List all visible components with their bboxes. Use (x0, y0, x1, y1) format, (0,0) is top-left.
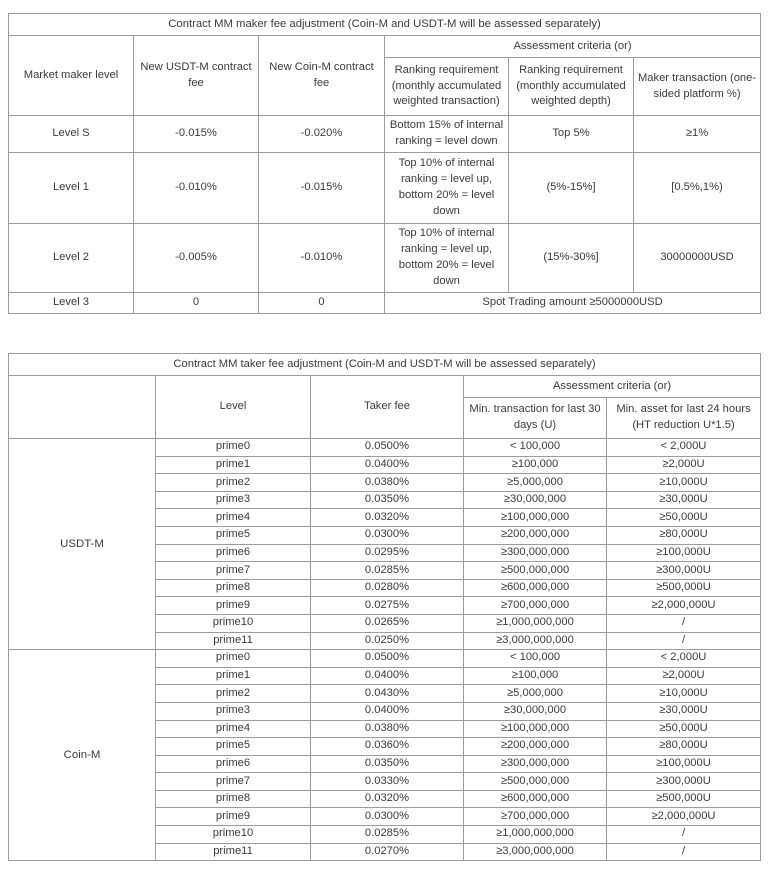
taker-fee: 0.0350% (311, 755, 464, 773)
taker-col-section (9, 376, 156, 439)
maker-ranking-depth: (5%-15%] (509, 152, 634, 223)
taker-fee: 0.0380% (311, 720, 464, 738)
taker-level: prime8 (156, 790, 311, 808)
taker-min-transaction: ≥200,000,000 (464, 738, 607, 756)
taker-fee: 0.0320% (311, 790, 464, 808)
taker-level: prime4 (156, 720, 311, 738)
taker-col-taker-fee: Taker fee (311, 376, 464, 439)
taker-min-asset: ≥2,000U (607, 456, 761, 474)
maker-col-maker-transaction: Maker transaction (one-sided platform %) (634, 58, 761, 116)
maker-usdt-fee: -0.005% (134, 223, 259, 292)
maker-ranking-transaction: Bottom 15% of internal ranking = level down (385, 116, 509, 153)
taker-title-row (9, 354, 761, 376)
taker-min-transaction: ≥700,000,000 (464, 597, 607, 615)
taker-min-asset: ≥300,000U (607, 773, 761, 791)
taker-level: prime5 (156, 526, 311, 544)
taker-level: prime11 (156, 843, 311, 861)
taker-group-header-row (9, 376, 761, 398)
maker-col-usdt-fee: New USDT-M contract fee (134, 36, 259, 116)
taker-col-min-asset: Min. asset for last 24 hours (HT reduction U*1.5) (607, 398, 761, 439)
taker-fee: 0.0270% (311, 843, 464, 861)
taker-min-transaction: ≥300,000,000 (464, 755, 607, 773)
maker-table-title: Contract MM maker fee adjustment (Coin-M and USDT-M will be assessed separately) (9, 14, 761, 36)
maker-group-header-row (9, 36, 761, 58)
taker-min-asset: ≥80,000U (607, 738, 761, 756)
taker-level: prime0 (156, 650, 311, 668)
taker-min-asset: ≥500,000U (607, 790, 761, 808)
taker-fee: 0.0400% (311, 702, 464, 720)
taker-level: prime2 (156, 474, 311, 492)
taker-fee: 0.0360% (311, 738, 464, 756)
taker-fee: 0.0500% (311, 439, 464, 457)
taker-min-transaction: ≥100,000,000 (464, 720, 607, 738)
table-row (9, 152, 761, 223)
table-row (9, 223, 761, 292)
maker-level: Level 2 (9, 223, 134, 292)
taker-min-transaction: ≥1,000,000,000 (464, 614, 607, 632)
taker-fee: 0.0300% (311, 808, 464, 826)
taker-level: prime7 (156, 773, 311, 791)
taker-level: prime5 (156, 738, 311, 756)
taker-fee: 0.0350% (311, 491, 464, 509)
taker-fee: 0.0400% (311, 456, 464, 474)
taker-fee: 0.0430% (311, 685, 464, 703)
taker-section-label: USDT-M (9, 439, 156, 650)
taker-fee: 0.0265% (311, 614, 464, 632)
maker-col-market-maker-level: Market maker level (9, 36, 134, 116)
maker-level: Level 1 (9, 152, 134, 223)
table-row (9, 439, 761, 457)
taker-min-asset: < 2,000U (607, 439, 761, 457)
taker-min-asset: ≥2,000U (607, 667, 761, 685)
maker-coin-fee: -0.015% (259, 152, 385, 223)
taker-level: prime1 (156, 667, 311, 685)
taker-fee: 0.0380% (311, 474, 464, 492)
taker-fee: 0.0295% (311, 544, 464, 562)
taker-min-transaction: ≥30,000,000 (464, 491, 607, 509)
taker-level: prime4 (156, 509, 311, 527)
taker-fee: 0.0400% (311, 667, 464, 685)
maker-ranking-depth: (15%-30%] (509, 223, 634, 292)
maker-maker-transaction: 30000000USD (634, 223, 761, 292)
taker-min-transaction: ≥500,000,000 (464, 773, 607, 791)
taker-fee: 0.0500% (311, 650, 464, 668)
taker-level: prime7 (156, 562, 311, 580)
taker-assessment-criteria-group: Assessment criteria (or) (464, 376, 761, 398)
taker-min-transaction: < 100,000 (464, 439, 607, 457)
taker-min-asset: / (607, 614, 761, 632)
maker-usdt-fee: -0.015% (134, 116, 259, 153)
maker-ranking-transaction: Top 10% of internal ranking = level up, bottom 20% = level down (385, 152, 509, 223)
taker-section-label: Coin-M (9, 650, 156, 861)
maker-col-coin-fee: New Coin-M contract fee (259, 36, 385, 116)
taker-min-transaction: ≥200,000,000 (464, 526, 607, 544)
taker-col-level: Level (156, 376, 311, 439)
taker-fee: 0.0285% (311, 562, 464, 580)
taker-fee: 0.0280% (311, 579, 464, 597)
maker-coin-fee: -0.020% (259, 116, 385, 153)
taker-min-transaction: ≥700,000,000 (464, 808, 607, 826)
taker-min-transaction: ≥3,000,000,000 (464, 843, 607, 861)
taker-col-min-transaction: Min. transaction for last 30 days (U) (464, 398, 607, 439)
taker-min-transaction: ≥300,000,000 (464, 544, 607, 562)
taker-level: prime3 (156, 491, 311, 509)
taker-level: prime0 (156, 439, 311, 457)
taker-level: prime2 (156, 685, 311, 703)
taker-min-transaction: ≥1,000,000,000 (464, 826, 607, 844)
taker-min-asset: ≥500,000U (607, 579, 761, 597)
taker-min-transaction: ≥100,000,000 (464, 509, 607, 527)
taker-min-asset: ≥2,000,000U (607, 597, 761, 615)
taker-level: prime9 (156, 808, 311, 826)
taker-min-transaction: ≥100,000 (464, 667, 607, 685)
taker-level: prime10 (156, 826, 311, 844)
taker-min-asset: ≥80,000U (607, 526, 761, 544)
maker-fee-table (8, 13, 761, 314)
maker-ranking-transaction: Top 10% of internal ranking = level up, bottom 20% = level down (385, 223, 509, 292)
taker-min-transaction: ≥600,000,000 (464, 579, 607, 597)
table-row (9, 116, 761, 153)
maker-maker-transaction: ≥1% (634, 116, 761, 153)
taker-fee: 0.0330% (311, 773, 464, 791)
maker-coin-fee: 0 (259, 292, 385, 313)
maker-ranking-depth: Top 5% (509, 116, 634, 153)
taker-level: prime6 (156, 755, 311, 773)
taker-min-asset: ≥50,000U (607, 720, 761, 738)
table-row (9, 650, 761, 668)
taker-min-asset: < 2,000U (607, 650, 761, 668)
taker-fee: 0.0275% (311, 597, 464, 615)
maker-col-ranking-transaction: Ranking requirement (monthly accumulated weighted transaction) (385, 58, 509, 116)
table-row (9, 292, 761, 313)
taker-fee: 0.0250% (311, 632, 464, 650)
taker-level: prime10 (156, 614, 311, 632)
taker-min-asset: ≥100,000U (607, 755, 761, 773)
taker-min-asset: / (607, 826, 761, 844)
taker-min-asset: / (607, 843, 761, 861)
taker-min-asset: ≥30,000U (607, 702, 761, 720)
taker-min-asset: ≥100,000U (607, 544, 761, 562)
taker-level: prime1 (156, 456, 311, 474)
maker-title-row (9, 14, 761, 36)
taker-fee-table (8, 353, 761, 861)
taker-min-transaction: < 100,000 (464, 650, 607, 668)
taker-min-asset: ≥50,000U (607, 509, 761, 527)
maker-coin-fee: -0.010% (259, 223, 385, 292)
taker-level: prime6 (156, 544, 311, 562)
maker-maker-transaction: [0.5%,1%) (634, 152, 761, 223)
taker-min-asset: / (607, 632, 761, 650)
taker-level: prime3 (156, 702, 311, 720)
maker-level: Level 3 (9, 292, 134, 313)
maker-col-ranking-depth: Ranking requirement (monthly accumulated weighted depth) (509, 58, 634, 116)
taker-min-transaction: ≥100,000 (464, 456, 607, 474)
taker-min-asset: ≥10,000U (607, 474, 761, 492)
maker-assessment-criteria-group: Assessment criteria (or) (385, 36, 761, 58)
taker-min-transaction: ≥500,000,000 (464, 562, 607, 580)
taker-level: prime8 (156, 579, 311, 597)
taker-min-asset: ≥10,000U (607, 685, 761, 703)
taker-table-title: Contract MM taker fee adjustment (Coin-M and USDT-M will be assessed separately) (9, 354, 761, 376)
maker-level: Level S (9, 116, 134, 153)
taker-min-transaction: ≥30,000,000 (464, 702, 607, 720)
maker-usdt-fee: 0 (134, 292, 259, 313)
taker-fee: 0.0300% (311, 526, 464, 544)
taker-level: prime11 (156, 632, 311, 650)
taker-min-asset: ≥300,000U (607, 562, 761, 580)
taker-min-transaction: ≥5,000,000 (464, 474, 607, 492)
maker-merged-criteria: Spot Trading amount ≥5000000USD (385, 292, 761, 313)
taker-min-transaction: ≥3,000,000,000 (464, 632, 607, 650)
taker-min-asset: ≥30,000U (607, 491, 761, 509)
taker-level: prime9 (156, 597, 311, 615)
taker-min-transaction: ≥5,000,000 (464, 685, 607, 703)
maker-usdt-fee: -0.010% (134, 152, 259, 223)
taker-min-asset: ≥2,000,000U (607, 808, 761, 826)
taker-fee: 0.0285% (311, 826, 464, 844)
taker-min-transaction: ≥600,000,000 (464, 790, 607, 808)
taker-fee: 0.0320% (311, 509, 464, 527)
